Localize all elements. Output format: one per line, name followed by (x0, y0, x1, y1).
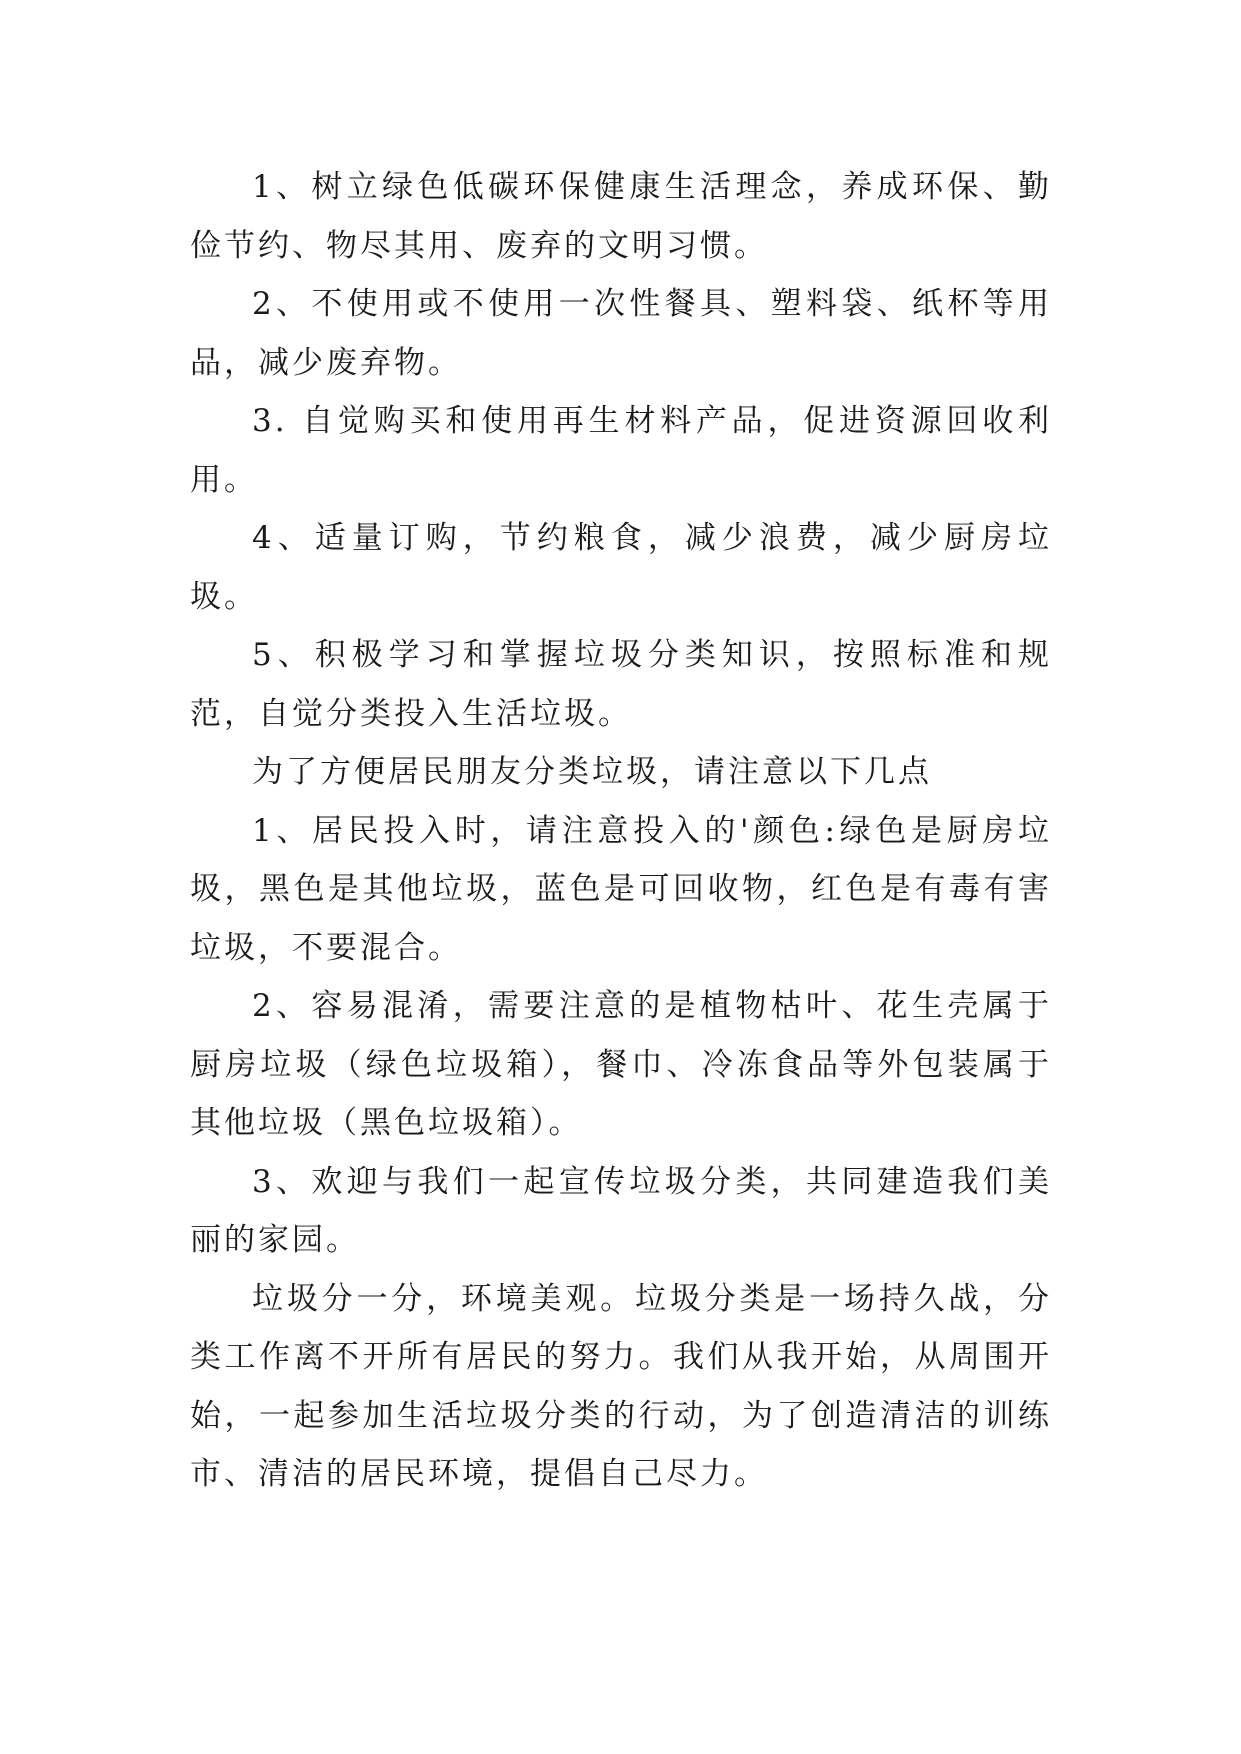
paragraph-notice-1: 1、居民投入时，请注意投入的'颜色:绿色是厨房垃圾，黑色是其他垃圾，蓝色是可回收物，红色是有毒有害垃圾，不要混合。 (190, 812, 1052, 966)
paragraph-tip-2: 2、不使用或不使用一次性餐具、塑料袋、纸杯等用品，减少废弃物。 (190, 286, 1052, 381)
paragraph-tip-5: 5、积极学习和掌握垃圾分类知识，按照标准和规范，自觉分类投入生活垃圾。 (190, 637, 1052, 732)
document-body (190, 158, 1052, 1504)
paragraph-tip-1: 1、树立绿色低碳环保健康生活理念，养成环保、勤俭节约、物尽其用、废弃的文明习惯。 (190, 169, 1052, 264)
paragraph-notice-3: 3、欢迎与我们一起宣传垃圾分类，共同建造我们美丽的家园。 (190, 1163, 1052, 1258)
paragraph-notice-2: 2、容易混淆，需要注意的是植物枯叶、花生壳属于厨房垃圾（绿色垃圾箱），餐巾、冷冻食品等外包装属于其他垃圾（黑色垃圾箱）。 (190, 988, 1052, 1141)
paragraph-tip-4: 4、适量订购，节约粮食，减少浪费，减少厨房垃圾。 (190, 520, 1052, 615)
paragraph-closing: 垃圾分一分，环境美观。垃圾分类是一场持久战，分类工作离不开所有居民的努力。我们从我开始，从周围开始，一起参加生活垃圾分类的行动，为了创造清洁的训练市、清洁的居民环境，提倡自己尽力。 (190, 1280, 1052, 1492)
paragraph-notice-intro: 为了方便居民朋友分类垃圾，请注意以下几点 (252, 754, 932, 790)
paragraph-tip-3: 3. 自觉购买和使用再生材料产品，促进资源回收利用。 (190, 403, 1052, 498)
